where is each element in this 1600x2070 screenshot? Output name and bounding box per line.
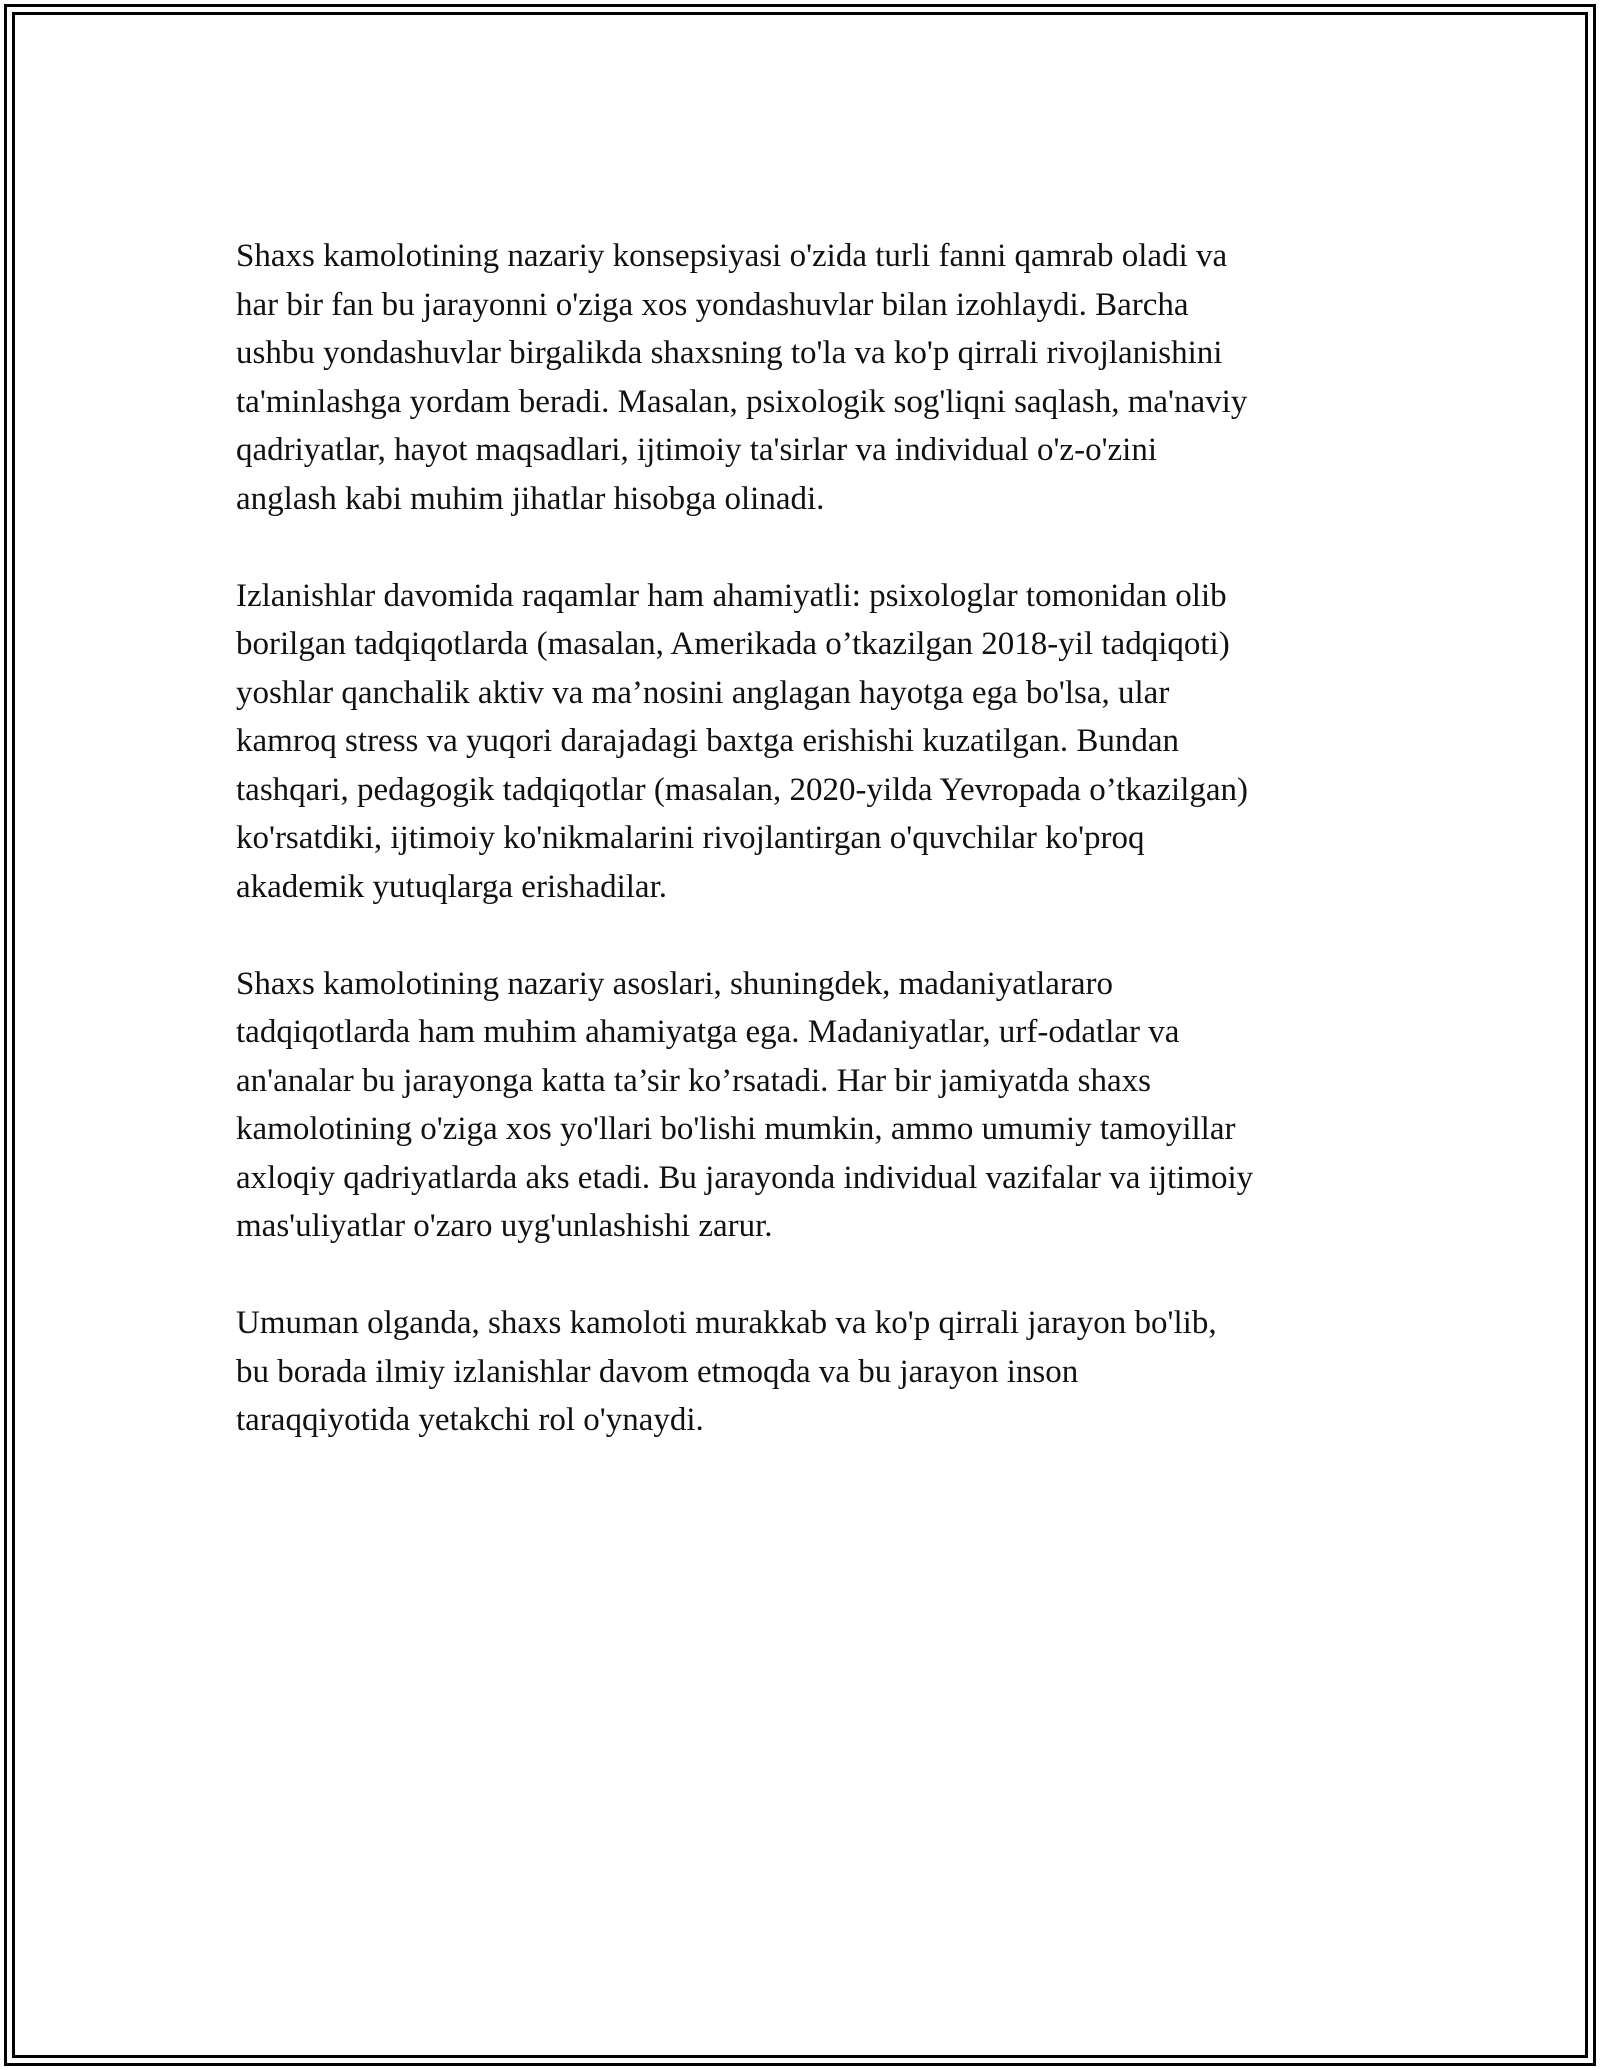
text-line: kamroq stress va yuqori darajadagi baxtga erishishi kuzatilgan. Bundan xyxy=(236,723,1179,759)
text-line: ko'rsatdiki, ijtimoiy ko'nikmalarini rivojlantirgan o'quvchilar ko'proq xyxy=(236,820,1145,856)
text-line: axloqiy qadriyatlarda aks etadi. Bu jarayonda individual vazifalar va ijtimoiy xyxy=(236,1159,1254,1196)
text-line: har bir fan bu jarayonni o'ziga xos yondashuvlar bilan izohlaydi. Barcha xyxy=(236,286,1189,323)
text-line: kamolotining o'ziga xos yo'llari bo'lishi mumkin, ammo umumiy tamoyillar xyxy=(236,1111,1236,1147)
paragraph-2 xyxy=(236,572,1376,912)
text-line: an'analar bu jarayonga katta ta’sir ko’rsatadi. Har bir jamiyatda shaxs xyxy=(236,1062,1151,1099)
text-line: ushbu yondashuvlar birgalikda shaxsning to'la va ko'p qirrali rivojlanishini xyxy=(236,335,1223,371)
text-line: tadqiqotlarda ham muhim ahamiyatga ega. Madaniyatlar, urf-odatlar va xyxy=(236,1014,1180,1050)
text-line: taraqqiyotida yetakchi rol o'ynaydi. xyxy=(236,1402,704,1438)
text-line: qadriyatlar, hayot maqsadlari, ijtimoiy ta'sirlar va individual o'z-o'zini xyxy=(236,432,1158,468)
text-line: Shaxs kamolotining nazariy konsepsiyasi o'zida turli fanni qamrab oladi va xyxy=(236,238,1228,274)
text-line: bu borada ilmiy izlanishlar davom etmoqda va bu jarayon inson xyxy=(236,1353,1079,1390)
paragraph-3 xyxy=(236,960,1376,1251)
text-line: Umuman olganda, shaxs kamoloti murakkab va ko'p qirrali jarayon bo'lib, xyxy=(236,1305,1217,1341)
paragraph-4 xyxy=(236,1299,1376,1445)
text-line: borilgan tadqiqotlarda (masalan, Amerikada o’tkazilgan 2018-yil tadqiqoti) xyxy=(236,626,1230,662)
document-body xyxy=(236,232,1376,1493)
paragraph-1 xyxy=(236,232,1376,523)
text-line: akademik yutuqlarga erishadilar. xyxy=(236,868,667,905)
text-line: mas'uliyatlar o'zaro uyg'unlashishi zarur. xyxy=(236,1208,773,1244)
text-line: Izlanishlar davomida raqamlar ham ahamiyatli: psixologlar tomonidan olib xyxy=(236,577,1227,614)
text-line: tashqari, pedagogik tadqiqotlar (masalan, 2020-yilda Yevropada o’tkazilgan) xyxy=(236,771,1249,808)
text-line: ta'minlashga yordam beradi. Masalan, psixologik sog'liqni saqlash, ma'naviy xyxy=(236,383,1248,420)
text-line: yoshlar qanchalik aktiv va ma’nosini anglagan hayotga ega bo'lsa, ular xyxy=(236,674,1170,711)
text-line: Shaxs kamolotining nazariy asoslari, shuningdek, madaniyatlararo xyxy=(236,965,1114,1002)
text-line: anglash kabi muhim jihatlar hisobga olinadi. xyxy=(236,480,825,517)
